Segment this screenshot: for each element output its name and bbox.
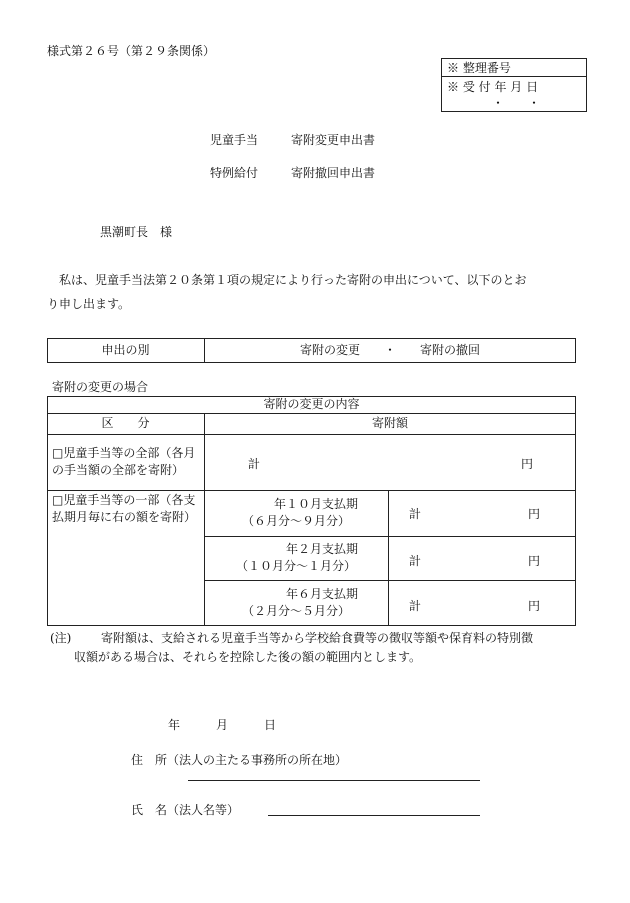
reference-number-label: ※ 整理番号 (447, 61, 511, 75)
change-table-col-divider (388, 490, 389, 626)
all-amount-field[interactable] (270, 455, 510, 473)
all-total-label: 計 (248, 457, 261, 471)
period-june-line2: （２月分～５月分） (241, 604, 350, 618)
change-table-line (47, 434, 576, 435)
june-amount-field[interactable] (428, 596, 523, 614)
june-yen-unit: 円 (528, 599, 541, 613)
title-child-allowance: 児童手当 (210, 133, 259, 147)
office-box-divider (441, 76, 587, 77)
october-amount-field[interactable] (428, 504, 523, 522)
address-label: 住 所（法人の主たる事務所の所在地） (131, 753, 348, 767)
request-type-label: 申出の別 (101, 343, 150, 357)
name-label: 氏 名（法人名等） (131, 803, 240, 817)
period-october (204, 490, 388, 536)
october-total-label: 計 (409, 507, 422, 521)
note-label: (注) (50, 631, 72, 645)
period-june (204, 580, 388, 626)
form-number: 様式第２６号（第２９条関係） (47, 44, 216, 58)
header-category: 区 分 (101, 416, 150, 430)
june-total-label: 計 (409, 599, 422, 613)
header-change-contents: 寄附の変更の内容 (263, 397, 360, 411)
header-amount: 寄附額 (371, 416, 408, 430)
period-october-line2: （６月分～９月分） (241, 514, 350, 528)
note-text-line1: 寄附額は、支給される児童手当等から学校給食費等の徴収等額や保育料の特別徴 (101, 631, 534, 645)
receipt-date-dots: ・ ・ (492, 96, 541, 110)
change-section-label: 寄附の変更の場合 (52, 380, 149, 394)
title-withdrawal-request: 寄附撤回申出書 (291, 166, 376, 180)
period-february-line1: 年２月支払期 (285, 542, 358, 556)
period-june-line1: 年６月支払期 (285, 587, 358, 601)
body-text-line1: 私は、児童手当法第２０条第１項の規定により行った寄附の申出について、以下のとお (47, 273, 527, 287)
addressee: 黒潮町長 様 (100, 225, 173, 239)
period-february (204, 536, 388, 580)
title-change-request: 寄附変更申出書 (291, 133, 376, 147)
period-october-line1: 年１０月支払期 (273, 497, 358, 511)
february-amount-field[interactable] (428, 551, 523, 569)
option-part-checkbox[interactable]: □児童手当等の一部（各支払期月毎に右の額を寄附） (52, 493, 197, 524)
february-yen-unit: 円 (528, 554, 541, 568)
october-yen-unit: 円 (528, 507, 541, 521)
period-february-line2: （１０月分～１月分） (235, 559, 356, 573)
request-type-options[interactable]: 寄附の変更 ・ 寄附の撤回 (299, 343, 480, 357)
note-text-line2: 収額がある場合は、それらを控除した後の額の範囲内とします。 (74, 650, 422, 664)
all-yen-unit: 円 (521, 457, 534, 471)
body-text-line2: り申し出ます。 (47, 297, 131, 311)
address-field[interactable] (188, 780, 480, 781)
february-total-label: 計 (409, 554, 422, 568)
title-special-benefit: 特例給付 (210, 166, 259, 180)
option-all-checkbox[interactable]: □児童手当等の全部（各月の手当額の全部を寄附） (52, 446, 196, 477)
submission-date[interactable]: 年 月 日 (168, 718, 277, 732)
name-field[interactable] (268, 815, 480, 816)
receipt-date-label: ※ 受 付 年 月 日 (447, 80, 539, 94)
